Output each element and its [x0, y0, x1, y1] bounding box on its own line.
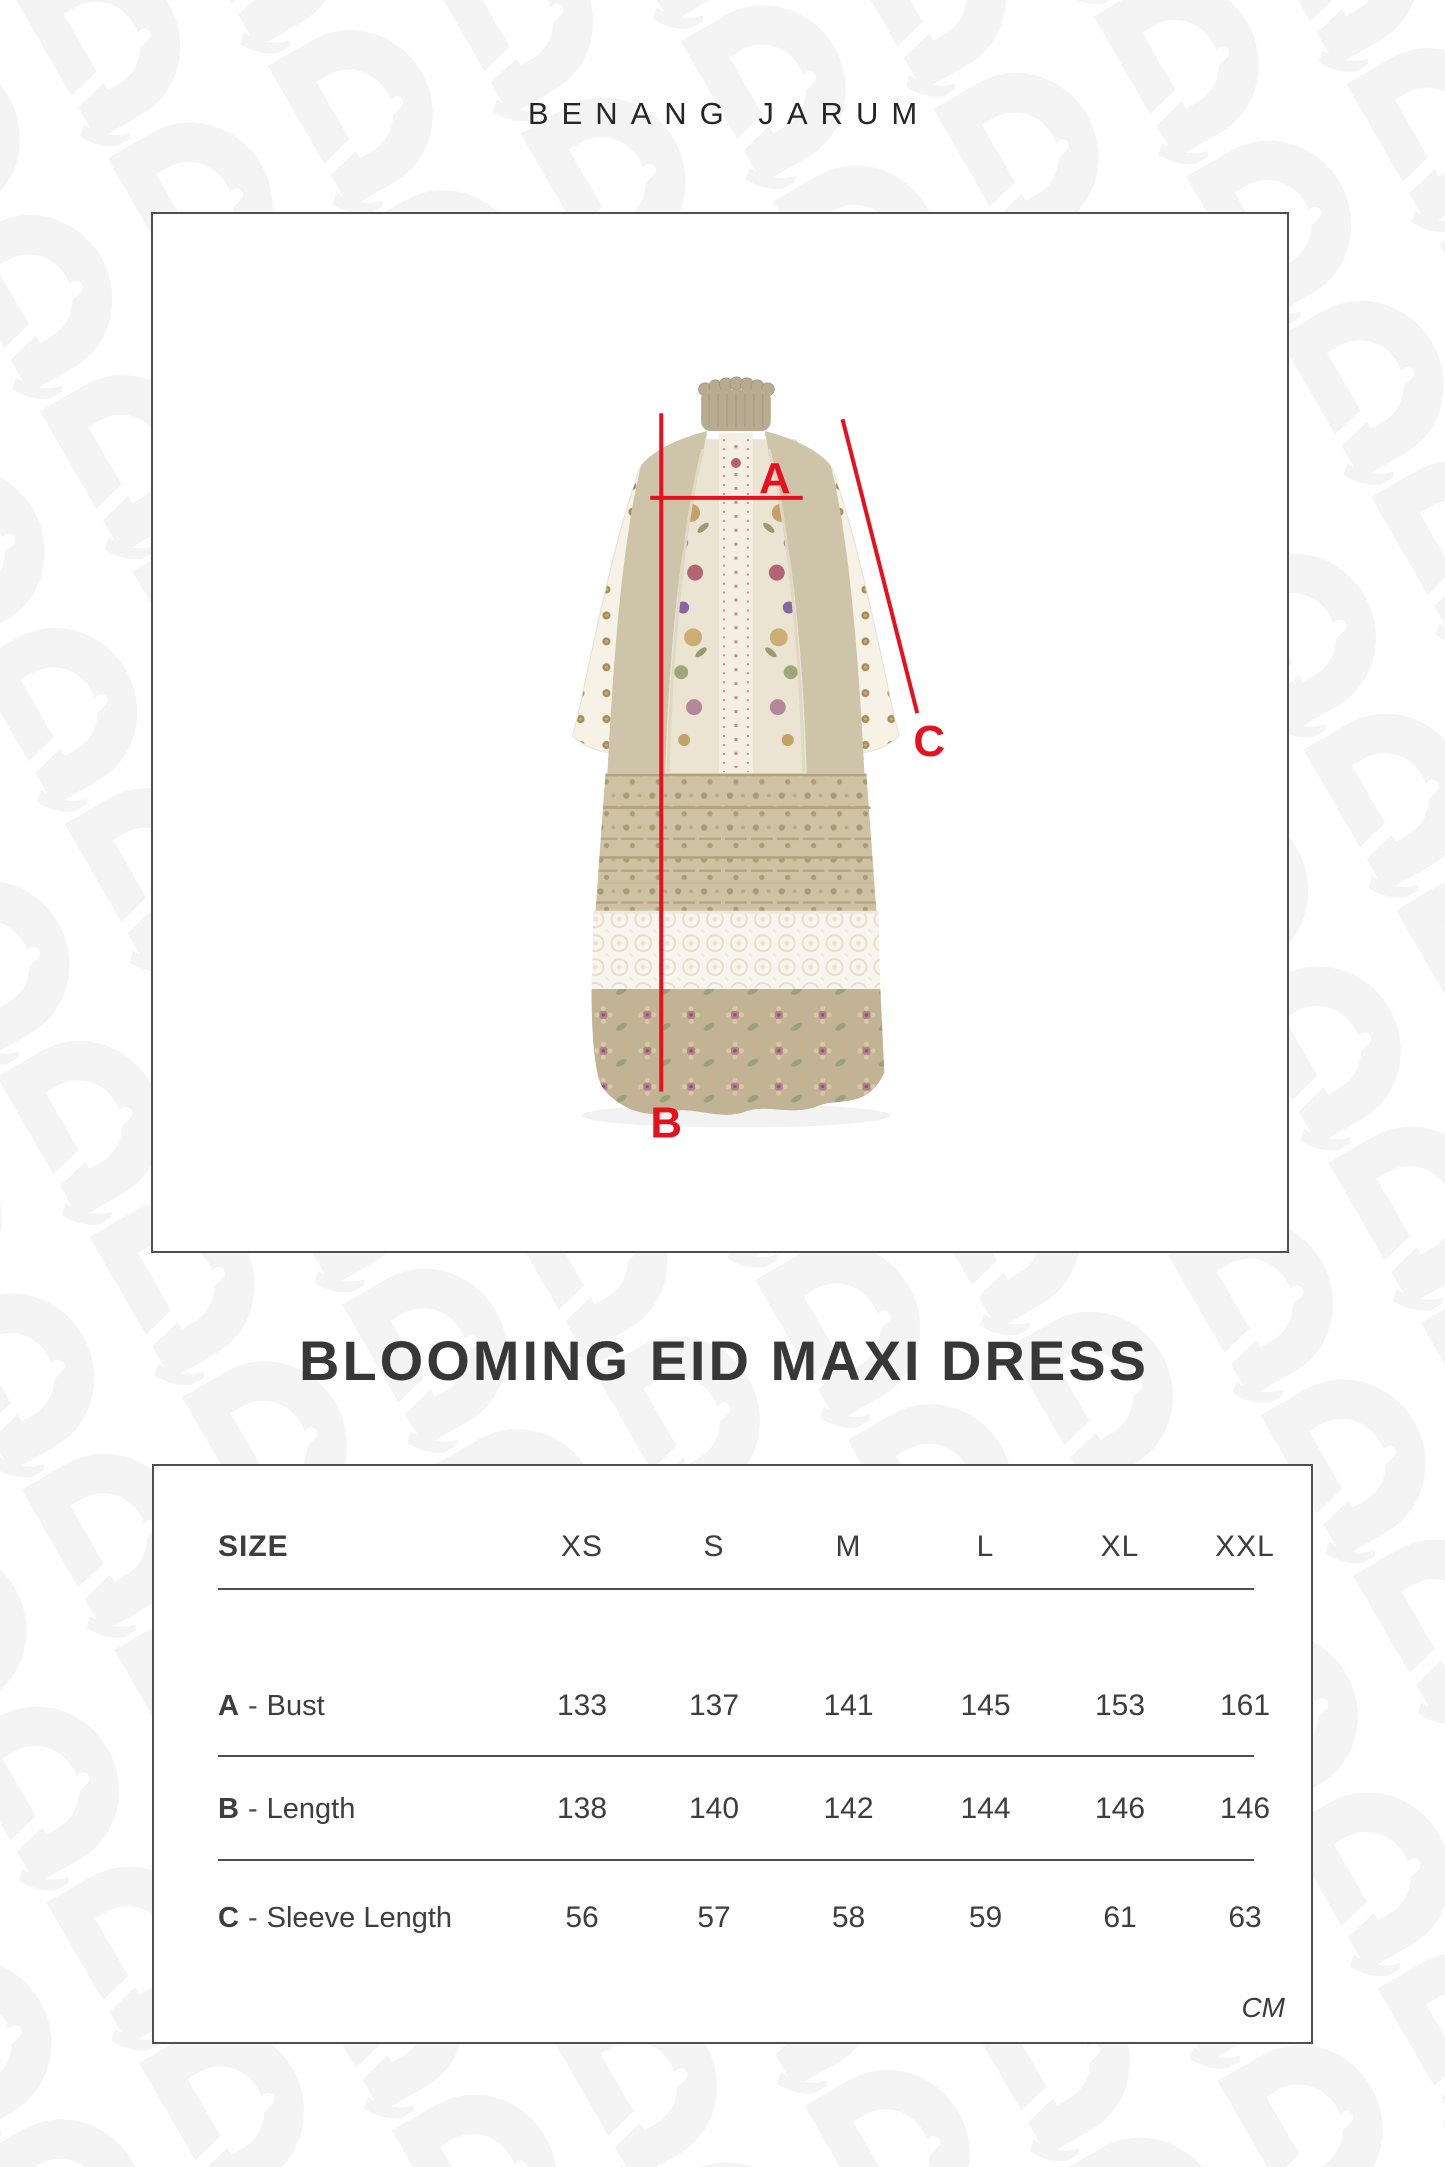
measurement-value: 146 — [1094, 1792, 1146, 1825]
table-row-sleeve-length — [218, 1901, 1306, 1935]
unit-label: CM — [1241, 1992, 1285, 2023]
dress-collar — [699, 377, 775, 431]
dress-hem — [591, 989, 884, 1115]
dress-illustration — [153, 214, 1287, 1251]
row-label: C - Sleeve Length — [218, 1901, 453, 1934]
product-title: BLOOMING EID MAXI DRESS — [299, 1329, 1149, 1392]
row-label: B - Length — [218, 1792, 356, 1825]
size-table — [154, 1466, 1311, 2042]
row-label: A - Bust — [218, 1689, 325, 1722]
measurement-value: 137 — [688, 1689, 740, 1722]
measurement-value: 133 — [556, 1689, 608, 1722]
table-row-length — [218, 1792, 1306, 1826]
measurement-value: 153 — [1094, 1689, 1146, 1722]
measurement-value: 59 — [968, 1901, 1003, 1934]
length-label: B — [650, 1098, 683, 1148]
measurement-value: 57 — [697, 1901, 731, 1934]
measurement-value: 63 — [1228, 1901, 1262, 1934]
size-header-cell: XS — [560, 1530, 604, 1563]
measurement-diagram-panel — [151, 212, 1289, 1253]
table-row-bust — [218, 1689, 1306, 1723]
bust-label: A — [758, 453, 791, 503]
table-divider — [218, 1588, 1254, 1590]
measurement-value: 144 — [960, 1792, 1011, 1825]
measurement-value: 56 — [565, 1901, 599, 1934]
measurement-value: 61 — [1103, 1901, 1137, 1934]
dress-border-bands — [595, 774, 876, 911]
size-header-cell: M — [835, 1530, 862, 1563]
size-chart-panel — [152, 1464, 1313, 2044]
measurement-value: 145 — [960, 1689, 1011, 1722]
dress-center-placket — [719, 433, 753, 774]
size-header-cell: S — [703, 1530, 725, 1563]
measurement-value: 146 — [1219, 1792, 1271, 1825]
measurement-value: 161 — [1219, 1689, 1271, 1722]
dress-lace-band — [591, 911, 880, 1000]
size-header-label: SIZE — [218, 1530, 289, 1563]
table-divider — [218, 1755, 1254, 1757]
table-divider — [218, 1859, 1254, 1861]
brand-name: BENANG JARUM — [527, 96, 931, 131]
measurement-value: 141 — [823, 1689, 874, 1722]
measurement-value: 140 — [688, 1792, 740, 1825]
measurement-value: 58 — [831, 1901, 866, 1934]
measurement-value: 142 — [823, 1792, 874, 1825]
sleeve-label: C — [913, 716, 946, 766]
size-table-header-row — [218, 1530, 1306, 1564]
size-header-cell: XXL — [1215, 1530, 1275, 1563]
size-header-cell: L — [976, 1530, 995, 1563]
measurement-value: 138 — [556, 1792, 608, 1825]
size-header-cell: XL — [1100, 1530, 1140, 1563]
